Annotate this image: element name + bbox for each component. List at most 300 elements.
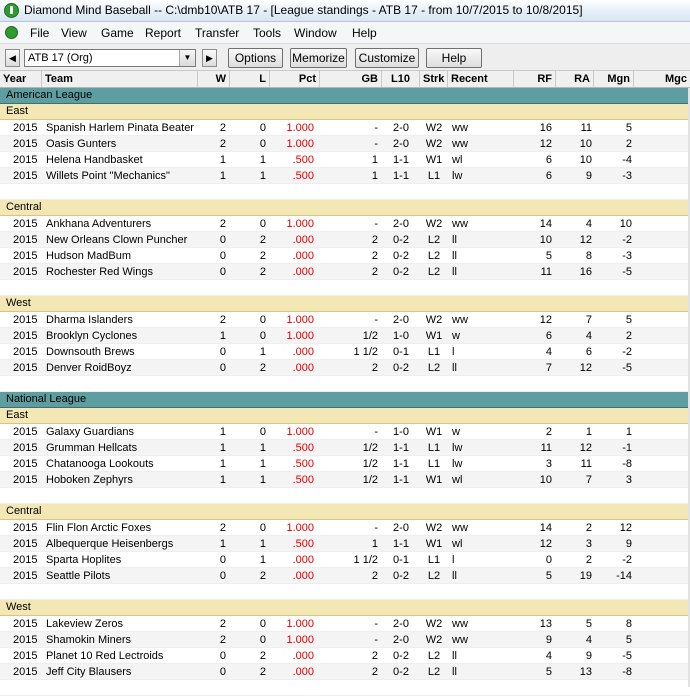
column-l[interactable]: L <box>230 71 270 87</box>
table-row[interactable] <box>0 232 690 248</box>
cell-gb: 2 <box>371 250 378 262</box>
cell-team: Grumman Hellcats <box>46 442 138 454</box>
table-row[interactable] <box>0 168 690 184</box>
cell-rf: 5 <box>545 250 552 262</box>
cell-rf: 10 <box>539 474 552 486</box>
cell-l10: 1-1 <box>393 170 409 182</box>
cell-recent: wl <box>452 538 463 550</box>
cell-team: Sparta Hoplites <box>46 554 122 566</box>
division-header <box>0 600 690 616</box>
cell-year: 2015 <box>13 250 38 262</box>
cell-rf: 7 <box>545 362 552 374</box>
cell-pct: .000 <box>292 554 314 566</box>
cell-rf: 2 <box>545 426 552 438</box>
cell-pct: .500 <box>292 442 314 454</box>
table-row[interactable] <box>0 264 690 280</box>
cell-year: 2015 <box>13 442 38 454</box>
column-mgc[interactable]: Mgc <box>665 73 687 85</box>
cell-recent: ll <box>452 234 457 246</box>
column-rf[interactable]: RF <box>514 71 556 87</box>
table-row[interactable] <box>0 552 690 568</box>
table-row[interactable] <box>0 648 690 664</box>
cell-rf: 16 <box>539 122 552 134</box>
table-row[interactable] <box>0 536 690 552</box>
cell-l10: 1-1 <box>393 538 409 550</box>
cell-recent: wl <box>452 154 463 166</box>
cell-strk: L2 <box>427 250 441 262</box>
cell-ra: 12 <box>579 442 592 454</box>
cell-pct: .000 <box>292 362 314 374</box>
cell-ra: 6 <box>585 346 592 358</box>
cell-pct: .500 <box>292 538 314 550</box>
cell-l10: 2-0 <box>393 618 409 630</box>
cell-mgn: 2 <box>625 138 632 150</box>
cell-recent: ll <box>452 362 457 374</box>
table-row[interactable] <box>0 456 690 472</box>
cell-rf: 14 <box>539 522 552 534</box>
previous-button[interactable] <box>5 49 20 67</box>
cell-l10: 0-1 <box>393 346 409 358</box>
cell-gb: - <box>374 138 378 150</box>
cell-ra: 4 <box>585 218 592 230</box>
cell-l: 0 <box>259 314 266 326</box>
column-year[interactable]: Year <box>0 71 42 87</box>
memorize-button[interactable]: Memorize <box>290 48 347 68</box>
cell-team: Jeff City Blausers <box>46 666 132 678</box>
cell-strk: L1 <box>427 442 441 454</box>
cell-year: 2015 <box>13 666 38 678</box>
cell-ra: 11 <box>580 458 592 470</box>
cell-w: 0 <box>219 234 226 246</box>
cell-ra: 1 <box>585 426 592 438</box>
cell-l10: 2-0 <box>393 314 409 326</box>
table-row[interactable] <box>0 344 690 360</box>
cell-team: Spanish Harlem Pinata Beater <box>46 122 194 134</box>
cell-strk: L2 <box>427 666 441 678</box>
next-button[interactable] <box>202 49 217 67</box>
cell-team: Willets Point "Mechanics" <box>46 170 170 182</box>
cell-strk: W2 <box>425 122 443 134</box>
cell-w: 2 <box>219 138 226 150</box>
cell-year: 2015 <box>13 458 38 470</box>
column-recent[interactable]: Recent <box>448 71 514 87</box>
cell-recent: l <box>452 554 455 566</box>
cell-gb: - <box>374 426 378 438</box>
cell-l: 2 <box>259 362 266 374</box>
cell-ra: 10 <box>579 138 592 150</box>
cell-strk: L2 <box>427 650 441 662</box>
cell-team: Chatanooga Lookouts <box>46 458 154 470</box>
league-name: American League <box>6 89 93 101</box>
cell-team: Brooklyn Cyclones <box>46 330 138 342</box>
cell-mgn: 12 <box>619 522 632 534</box>
league-header <box>0 392 690 408</box>
cell-w: 0 <box>219 650 226 662</box>
cell-pct: 1.000 <box>286 314 314 326</box>
division-name: West <box>6 297 31 309</box>
cell-mgn: -2 <box>622 234 632 246</box>
table-row[interactable] <box>0 312 690 328</box>
cell-recent: ww <box>452 122 468 134</box>
cell-ra: 2 <box>585 554 592 566</box>
cell-l: 1 <box>259 154 266 166</box>
menu-transfer[interactable]: Transfer <box>195 26 240 40</box>
cell-l: 1 <box>259 346 266 358</box>
cell-w: 1 <box>219 426 226 438</box>
cell-mgn: -8 <box>622 458 632 470</box>
cell-strk: L2 <box>427 266 441 278</box>
cell-ra: 9 <box>585 650 592 662</box>
table-row[interactable] <box>0 248 690 264</box>
table-row[interactable] <box>0 616 690 632</box>
cell-ra: 16 <box>579 266 592 278</box>
cell-ra: 12 <box>579 362 592 374</box>
cell-mgn: 10 <box>619 218 632 230</box>
cell-mgn: 3 <box>625 474 632 486</box>
cell-l: 2 <box>259 250 266 262</box>
cell-team: Hudson MadBum <box>46 250 131 262</box>
cell-pct: .000 <box>292 250 314 262</box>
cell-w: 0 <box>219 266 226 278</box>
title-bar <box>0 0 690 22</box>
menu-window[interactable]: Window <box>294 26 337 40</box>
cell-gb: - <box>374 218 378 230</box>
cell-strk: L2 <box>427 234 441 246</box>
cell-ra: 4 <box>585 330 592 342</box>
division-spacer <box>0 680 690 696</box>
cell-recent: ww <box>452 634 468 646</box>
cell-w: 2 <box>219 634 226 646</box>
cell-gb: 1 1/2 <box>353 554 378 566</box>
cell-team: Hoboken Zephyrs <box>46 474 133 486</box>
cell-l: 2 <box>259 234 266 246</box>
cell-year: 2015 <box>13 346 38 358</box>
cell-team: Downsouth Brews <box>46 346 135 358</box>
division-spacer <box>0 280 690 296</box>
cell-ra: 11 <box>580 122 592 134</box>
cell-strk: L2 <box>427 570 441 582</box>
cell-w: 0 <box>219 250 226 262</box>
cell-team: Dharma Islanders <box>46 314 133 326</box>
cell-l10: 0-2 <box>393 234 409 246</box>
division-name: Central <box>6 201 42 213</box>
cell-team: Denver RoidBoyz <box>46 362 132 374</box>
cell-mgn: 5 <box>625 634 632 646</box>
column-l10[interactable]: L10 <box>382 71 420 87</box>
cell-team: New Orleans Clown Puncher <box>46 234 188 246</box>
cell-l10: 0-2 <box>393 362 409 374</box>
column-pct[interactable]: Pct <box>270 71 320 87</box>
cell-mgn: -5 <box>622 266 632 278</box>
cell-ra: 2 <box>585 522 592 534</box>
cell-l10: 1-1 <box>393 154 409 166</box>
cell-year: 2015 <box>13 474 38 486</box>
toolbar <box>0 44 690 71</box>
division-header <box>0 200 690 216</box>
customize-button[interactable]: Customize <box>355 48 419 68</box>
cell-w: 0 <box>219 570 226 582</box>
column-gb[interactable]: GB <box>320 71 382 87</box>
cell-w: 1 <box>219 154 226 166</box>
cell-l: 2 <box>259 666 266 678</box>
menu-report[interactable]: Report <box>145 26 182 40</box>
cell-team: Galaxy Guardians <box>46 426 135 438</box>
options-button[interactable]: Options <box>228 48 283 68</box>
cell-pct: 1.000 <box>286 330 314 342</box>
cell-ra: 19 <box>579 570 592 582</box>
cell-recent: w <box>452 330 460 342</box>
cell-rf: 0 <box>545 554 552 566</box>
cell-year: 2015 <box>13 266 38 278</box>
cell-l10: 0-2 <box>393 250 409 262</box>
cell-pct: 1.000 <box>286 218 314 230</box>
cell-strk: L1 <box>427 554 441 566</box>
cell-pct: 1.000 <box>286 618 314 630</box>
cell-rf: 10 <box>539 234 552 246</box>
cell-l: 0 <box>259 634 266 646</box>
column-team[interactable]: Team <box>42 71 198 87</box>
cell-pct: 1.000 <box>286 426 314 438</box>
cell-l10: 2-0 <box>393 522 409 534</box>
cell-l: 0 <box>259 122 266 134</box>
cell-mgn: 8 <box>625 618 632 630</box>
cell-gb: 2 <box>371 266 378 278</box>
cell-rf: 11 <box>540 266 552 278</box>
cell-mgn: 5 <box>625 122 632 134</box>
cell-w: 2 <box>219 522 226 534</box>
cell-l10: 2-0 <box>393 122 409 134</box>
window-title: Diamond Mind Baseball -- C:\dmb10\ATB 17 - [League standings - ATB 17 - from 10/7/2015 to 10/8/2015] <box>24 3 583 17</box>
cell-strk: W2 <box>425 522 443 534</box>
league-select-value: ATB 17 (Org) <box>28 52 93 64</box>
cell-l: 1 <box>259 170 266 182</box>
cell-strk: W1 <box>425 154 443 166</box>
cell-year: 2015 <box>13 234 38 246</box>
cell-w: 0 <box>219 346 226 358</box>
division-name: East <box>6 409 29 421</box>
column-mgn[interactable]: Mgn <box>594 71 634 87</box>
table-row[interactable] <box>0 568 690 584</box>
cell-l10: 1-1 <box>393 442 409 454</box>
cell-team: Albequerque Heisenbergs <box>46 538 174 550</box>
division-name: West <box>6 601 31 613</box>
cell-rf: 13 <box>539 618 552 630</box>
menu-game[interactable]: Game <box>101 26 134 40</box>
cell-recent: w <box>452 426 460 438</box>
cell-pct: 1.000 <box>286 122 314 134</box>
cell-l10: 2-0 <box>393 218 409 230</box>
column-ra[interactable]: RA <box>556 71 594 87</box>
cell-w: 1 <box>219 538 226 550</box>
cell-w: 1 <box>219 474 226 486</box>
table-row[interactable] <box>0 216 690 232</box>
table-row[interactable] <box>0 136 690 152</box>
cell-year: 2015 <box>13 154 38 166</box>
cell-pct: 1.000 <box>286 522 314 534</box>
cell-mgn: 2 <box>625 330 632 342</box>
cell-gb: 1 <box>371 154 378 166</box>
cell-team: Rochester Red Wings <box>46 266 153 278</box>
table-row[interactable] <box>0 440 690 456</box>
cell-mgn: -5 <box>622 362 632 374</box>
cell-w: 0 <box>219 362 226 374</box>
cell-mgn: -5 <box>622 650 632 662</box>
table-row[interactable] <box>0 664 690 680</box>
cell-pct: .500 <box>292 154 314 166</box>
cell-recent: ll <box>452 650 457 662</box>
cell-gb: - <box>374 314 378 326</box>
cell-year: 2015 <box>13 634 38 646</box>
cell-mgn: 1 <box>625 426 632 438</box>
arrow-right-icon: ▶ <box>206 53 213 63</box>
table-row[interactable] <box>0 360 690 376</box>
cell-mgn: 9 <box>625 538 632 550</box>
cell-ra: 7 <box>585 314 592 326</box>
league-select[interactable] <box>24 49 196 67</box>
column-w[interactable]: W <box>198 71 230 87</box>
cell-recent: ll <box>452 250 457 262</box>
cell-recent: wl <box>452 474 463 486</box>
cell-year: 2015 <box>13 554 38 566</box>
cell-mgn: -1 <box>622 442 632 454</box>
cell-year: 2015 <box>13 138 38 150</box>
document-icon[interactable] <box>5 26 18 39</box>
menu-view[interactable]: View <box>61 26 87 40</box>
cell-l10: 0-2 <box>393 666 409 678</box>
cell-strk: W1 <box>425 330 443 342</box>
cell-gb: 1 <box>371 170 378 182</box>
menu-file[interactable]: File <box>30 26 50 40</box>
cell-recent: ww <box>452 138 468 150</box>
division-header <box>0 104 690 120</box>
division-header <box>0 296 690 312</box>
cell-mgn: -4 <box>622 154 632 166</box>
cell-mgn: -3 <box>622 250 632 262</box>
cell-recent: lw <box>452 442 463 454</box>
cell-gb: 1/2 <box>362 458 378 470</box>
cell-l: 0 <box>259 522 266 534</box>
cell-ra: 5 <box>585 618 592 630</box>
cell-recent: ww <box>452 218 468 230</box>
cell-l: 0 <box>259 330 266 342</box>
cell-l10: 1-0 <box>393 330 409 342</box>
cell-pct: .000 <box>292 266 314 278</box>
cell-pct: .500 <box>292 170 314 182</box>
cell-l10: 2-0 <box>393 138 409 150</box>
cell-recent: ww <box>452 314 468 326</box>
cell-rf: 12 <box>539 138 552 150</box>
table-row[interactable] <box>0 520 690 536</box>
cell-gb: 2 <box>371 650 378 662</box>
cell-l: 2 <box>259 570 266 582</box>
cell-year: 2015 <box>13 170 38 182</box>
cell-team: Flin Flon Arctic Foxes <box>46 522 152 534</box>
table-row[interactable] <box>0 152 690 168</box>
cell-ra: 13 <box>579 666 592 678</box>
division-spacer <box>0 184 690 200</box>
cell-gb: 2 <box>371 666 378 678</box>
column-strk[interactable]: Strk <box>420 71 448 87</box>
cell-mgn: -2 <box>622 554 632 566</box>
cell-rf: 12 <box>539 538 552 550</box>
cell-pct: 1.000 <box>286 634 314 646</box>
cell-gb: 2 <box>371 362 378 374</box>
cell-recent: l <box>452 346 455 358</box>
menu-tools[interactable]: Tools <box>253 26 282 40</box>
cell-w: 2 <box>219 122 226 134</box>
cell-rf: 9 <box>545 634 552 646</box>
table-row[interactable] <box>0 424 690 440</box>
cell-pct: .500 <box>292 474 314 486</box>
help-button[interactable]: Help <box>426 48 482 68</box>
cell-strk: W1 <box>425 538 443 550</box>
cell-recent: ww <box>452 522 468 534</box>
division-name: Central <box>6 505 42 517</box>
cell-recent: ll <box>452 570 457 582</box>
cell-rf: 11 <box>540 442 552 454</box>
cell-l: 2 <box>259 650 266 662</box>
cell-rf: 6 <box>545 330 552 342</box>
cell-l: 1 <box>259 442 266 454</box>
division-spacer <box>0 584 690 600</box>
cell-mgn: -3 <box>622 170 632 182</box>
cell-rf: 6 <box>545 170 552 182</box>
cell-pct: .000 <box>292 650 314 662</box>
cell-strk: L2 <box>427 362 441 374</box>
cell-pct: .500 <box>292 458 314 470</box>
cell-l: 0 <box>259 218 266 230</box>
cell-year: 2015 <box>13 426 38 438</box>
cell-year: 2015 <box>13 650 38 662</box>
cell-gb: 1 <box>371 538 378 550</box>
cell-l: 1 <box>259 458 266 470</box>
cell-w: 1 <box>219 330 226 342</box>
cell-strk: W1 <box>425 474 443 486</box>
cell-pct: .000 <box>292 570 314 582</box>
league-name: National League <box>6 393 87 405</box>
cell-l10: 0-2 <box>393 650 409 662</box>
cell-rf: 3 <box>545 458 552 470</box>
menu-help[interactable]: Help <box>352 26 377 40</box>
chevron-down-icon[interactable]: ▼ <box>179 50 195 66</box>
cell-ra: 8 <box>585 250 592 262</box>
cell-pct: 1.000 <box>286 138 314 150</box>
cell-team: Planet 10 Red Lectroids <box>46 650 164 662</box>
table-row[interactable] <box>0 632 690 648</box>
cell-mgn: -8 <box>622 666 632 678</box>
cell-rf: 12 <box>539 314 552 326</box>
cell-year: 2015 <box>13 362 38 374</box>
cell-mgn: -2 <box>622 346 632 358</box>
cell-strk: L1 <box>427 170 441 182</box>
cell-gb: 1/2 <box>362 442 378 454</box>
cell-strk: W2 <box>425 218 443 230</box>
cell-rf: 5 <box>545 666 552 678</box>
division-header <box>0 504 690 520</box>
cell-year: 2015 <box>13 522 38 534</box>
cell-team: Seattle Pilots <box>46 570 111 582</box>
cell-l10: 0-2 <box>393 266 409 278</box>
table-row[interactable] <box>0 328 690 344</box>
table-row[interactable] <box>0 472 690 488</box>
division-spacer <box>0 376 690 392</box>
cell-recent: ll <box>452 266 457 278</box>
cell-gb: 1/2 <box>362 474 378 486</box>
cell-year: 2015 <box>13 618 38 630</box>
cell-w: 1 <box>219 442 226 454</box>
cell-recent: ww <box>452 618 468 630</box>
table-row[interactable] <box>0 120 690 136</box>
